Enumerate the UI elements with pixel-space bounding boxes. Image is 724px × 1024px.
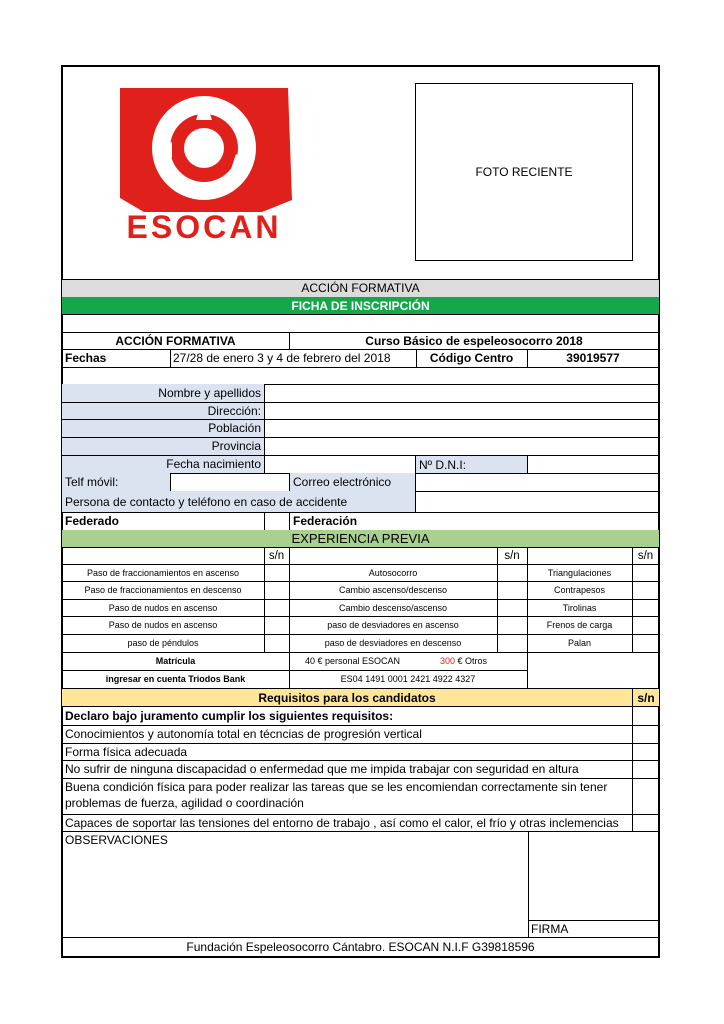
- nombre-field[interactable]: [265, 385, 659, 401]
- exp-col1-item: Paso de nudos en ascenso: [108, 602, 218, 613]
- direccion-field[interactable]: [265, 403, 659, 418]
- federado-label: Federado: [65, 514, 120, 528]
- requisitos-title: Requisitos para los candidatos: [62, 689, 632, 706]
- sn-header-1: s/n: [268, 549, 285, 562]
- nombre-label: Nombre y apellidos: [62, 384, 264, 402]
- contacto-field[interactable]: [416, 492, 659, 511]
- sn-checkbox[interactable]: [265, 565, 288, 651]
- sn-header-3: s/n: [637, 549, 654, 562]
- telf-movil-label: Telf móvil:: [62, 473, 170, 491]
- poblacion-label: Población: [62, 419, 264, 437]
- exp-col2-item: paso de desviadores en descenso: [324, 638, 462, 648]
- experiencia-previa-title: EXPERIENCIA PREVIA: [62, 530, 659, 547]
- exp-col2-item: Autosocorro: [368, 567, 418, 578]
- declaro-text: Declaro bajo juramento cumplir los siguientes requisitos:: [65, 708, 394, 723]
- esocan-logo-graphic: [112, 80, 302, 248]
- exp-col1-item: Paso de nudos en ascenso: [108, 620, 218, 630]
- exp-col3-item: Contrapesos: [553, 585, 606, 595]
- correo-label: Correo electrónico: [290, 473, 415, 491]
- provincia-label: Provincia: [62, 437, 264, 455]
- federado-field[interactable]: [265, 513, 289, 529]
- sn-checkbox[interactable]: [633, 565, 658, 651]
- direccion-label: Dirección:: [62, 402, 264, 419]
- sn-header-2: s/n: [504, 549, 520, 562]
- telf-movil-field[interactable]: [171, 474, 289, 490]
- photo-box[interactable]: [415, 83, 633, 261]
- matricula-otros-amount: 300: [440, 656, 456, 666]
- section-ficha-inscripcion: FICHA DE INSCRIPCIÓN: [62, 297, 659, 314]
- observaciones-label: OBSERVACIONES: [65, 833, 168, 847]
- dni-field[interactable]: [528, 456, 659, 472]
- federacion-label: Federación: [293, 514, 358, 528]
- exp-col2-item: Cambio descenso/ascenso: [338, 602, 448, 613]
- exp-col1-item: paso de péndulos: [127, 638, 199, 648]
- fechas-value: 27/28 de enero 3 y 4 de febrero del 2018: [173, 351, 391, 365]
- requisito-item: No sufrir de ninguna discapacidad o enfermedad que me impida trabajar con seguridad en altura: [65, 762, 579, 776]
- contacto-label: Persona de contacto y teléfono en caso de accidente: [62, 491, 415, 512]
- codigo-centro-label: Código Centro: [429, 351, 514, 365]
- matricula-otros-label: € Otros: [457, 656, 488, 666]
- sn-checkbox[interactable]: [498, 565, 526, 651]
- requisito-item: Forma física adecuada: [65, 744, 188, 759]
- svg-text:ESOCAN: ESOCAN: [126, 209, 282, 245]
- fecha-nacimiento-label: Fecha nacimiento: [62, 455, 264, 473]
- fechas-label: Fechas: [65, 351, 107, 365]
- matricula-personal: 40 € personal ESOCAN: [304, 656, 401, 666]
- exp-col3-item: Frenos de carga: [546, 620, 613, 630]
- exp-col1-item: Paso de fraccionamientos en ascenso: [86, 567, 240, 578]
- observaciones-field[interactable]: [62, 850, 528, 937]
- footer-text: Fundación Espeleosocorro Cántabro. ESOCAN N.I.F G39818596: [186, 939, 535, 954]
- ingresar-cuenta-label: ingresar en cuenta Triodos Bank: [105, 674, 246, 684]
- accion-formativa-value: Curso Básico de espeleosocorro 2018: [365, 333, 583, 348]
- poblacion-field[interactable]: [265, 420, 659, 436]
- dni-label: Nº D.N.I:: [416, 456, 527, 473]
- fecha-nacimiento-field[interactable]: [265, 456, 415, 472]
- exp-col1-item: Paso de fraccionamientos en descenso: [84, 585, 242, 595]
- exp-col3-item: Triangulaciones: [547, 567, 612, 578]
- requisito-checkbox[interactable]: [633, 707, 658, 830]
- provincia-field[interactable]: [265, 438, 659, 454]
- requisito-item: Capaces de soportar las tensiones del entorno de trabajo , así como el calor, el frío y otras inclemencias: [65, 815, 619, 830]
- matricula-otros: [440, 652, 527, 670]
- correo-field[interactable]: [416, 474, 659, 490]
- firma-field[interactable]: [529, 832, 659, 919]
- exp-col2-item: paso de desviadores en ascenso: [327, 620, 459, 630]
- exp-col3-item: Palan: [567, 638, 592, 648]
- requisito-item: Buena condición física para poder realizar las tareas que se les encomiendan correctamente sin tener problemas de fuerza, agilidad o coordinación: [65, 780, 608, 810]
- exp-col3-item: Tirolinas: [562, 602, 597, 613]
- photo-label: FOTO RECIENTE: [475, 165, 573, 179]
- section-accion-formativa: ACCIÓN FORMATIVA: [62, 279, 659, 297]
- firma-label: FIRMA: [531, 921, 569, 936]
- esocan-logo: [112, 80, 302, 248]
- codigo-centro-value: 39019577: [566, 351, 620, 365]
- accion-formativa-label: ACCIÓN FORMATIVA: [115, 333, 236, 348]
- iban-value: ES04 1491 0001 2421 4922 4327: [340, 674, 476, 684]
- exp-col2-item: Cambio ascenso/descenso: [338, 585, 448, 595]
- requisito-item: Conocimientos y autonomía total en técncias de progresión vertical: [65, 727, 422, 741]
- requisitos-sn: s/n: [633, 689, 659, 706]
- matricula-label: Matrícula: [155, 656, 196, 666]
